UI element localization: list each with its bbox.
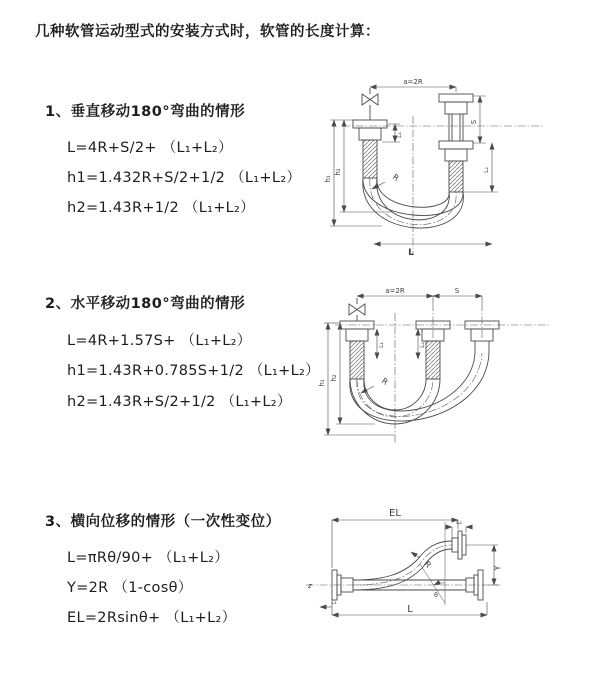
- formula-line: h2=1.43R+S/2+1/2 （L₁+L₂）: [67, 394, 292, 410]
- dim-label-s: S: [454, 287, 460, 295]
- dim-label-l2: L₂: [456, 519, 462, 526]
- dim-label-h1: h₁: [318, 379, 326, 387]
- angle-label: θ: [434, 592, 438, 599]
- section-1: [45, 100, 301, 223]
- diagram-vertical-u-bend: [312, 74, 592, 261]
- pipe-lines: [353, 580, 466, 590]
- radius-label: R: [379, 376, 390, 387]
- section-2: [45, 292, 320, 417]
- hose-assembly: [340, 298, 499, 424]
- valve-icon: [349, 298, 365, 321]
- flange-right-lower: [439, 141, 473, 161]
- pipe-lines: [475, 341, 489, 353]
- dim-label-l1: L₁: [396, 132, 403, 138]
- dim-label-y: Y: [493, 565, 502, 571]
- dim-label-span: a=2R: [403, 78, 423, 86]
- flange-left: [353, 120, 387, 140]
- dim-label-el: EL: [389, 508, 401, 519]
- radius-label: R: [422, 559, 433, 570]
- dim-label-h1: h₁: [324, 175, 332, 183]
- dim-label-s: S: [470, 119, 478, 125]
- braided-hose-section: [363, 140, 377, 178]
- section-3-heading: 3、横向位移的情形（一次性变位）: [45, 514, 281, 530]
- braided-hose-section: [449, 161, 463, 192]
- braided-hose-section: [426, 341, 440, 379]
- section-1-heading: 1、垂直移动180°弯曲的情形: [45, 104, 246, 120]
- formula-line: L=πRθ/90+ （L₁+L₂）: [67, 550, 230, 566]
- formula-line: h1=1.432R+S/2+1/2 （L₁+L₂）: [67, 170, 302, 186]
- hose-curves: [350, 353, 489, 424]
- formula-line: L=4R+S/2+ （L₁+L₂）: [67, 140, 233, 156]
- flange-right-upper: [439, 94, 473, 114]
- section-mark: z: [308, 582, 312, 590]
- dim-label-h2: h₂: [334, 168, 342, 176]
- formula-line: Y=2R （1-cosθ）: [67, 580, 193, 596]
- length-label: L: [407, 604, 413, 615]
- centerlines: [306, 545, 500, 585]
- formula-line: h2=1.43R+1/2 （L₁+L₂）: [67, 200, 255, 216]
- dimension-lines: [324, 296, 482, 435]
- pipe-lines: [449, 114, 463, 141]
- dim-label-h2: h₂: [330, 374, 338, 382]
- hose-assembly: [332, 531, 483, 600]
- section-3: [45, 510, 281, 633]
- dimension-lines: [330, 87, 498, 244]
- flange-left: [340, 321, 374, 341]
- centerlines: [335, 303, 550, 443]
- valve-icon: [362, 88, 378, 120]
- dimension-lines: [332, 520, 498, 615]
- dim-label-l1: L₁: [331, 599, 337, 606]
- section-2-heading: 2、水平移动180°弯曲的情形: [45, 296, 246, 312]
- formula-line: EL=2Rsinθ+ （L₁+L₂）: [67, 610, 237, 626]
- dim-label-l2: L₂: [483, 167, 490, 173]
- formula-line: L=4R+1.57S+ （L₁+L₂）: [67, 333, 252, 349]
- radius-label: R: [390, 172, 401, 183]
- dim-label-l2: L₂: [419, 342, 426, 348]
- dim-label-l1: L₁: [378, 342, 385, 348]
- diagram-lateral-displacement: [300, 500, 600, 640]
- length-label: L: [408, 248, 414, 258]
- formula-line: h1=1.43R+0.785S+1/2 （L₁+L₂）: [67, 363, 320, 379]
- braided-hose-section: [350, 341, 364, 379]
- flange-right-upper: [452, 531, 466, 559]
- centerlines: [342, 116, 544, 254]
- page-title: 几种软管运动型式的安装方式时，软管的长度计算：: [35, 24, 380, 40]
- dim-label-span: a=2R: [385, 287, 405, 295]
- diagram-horizontal-u-bend: [315, 283, 595, 463]
